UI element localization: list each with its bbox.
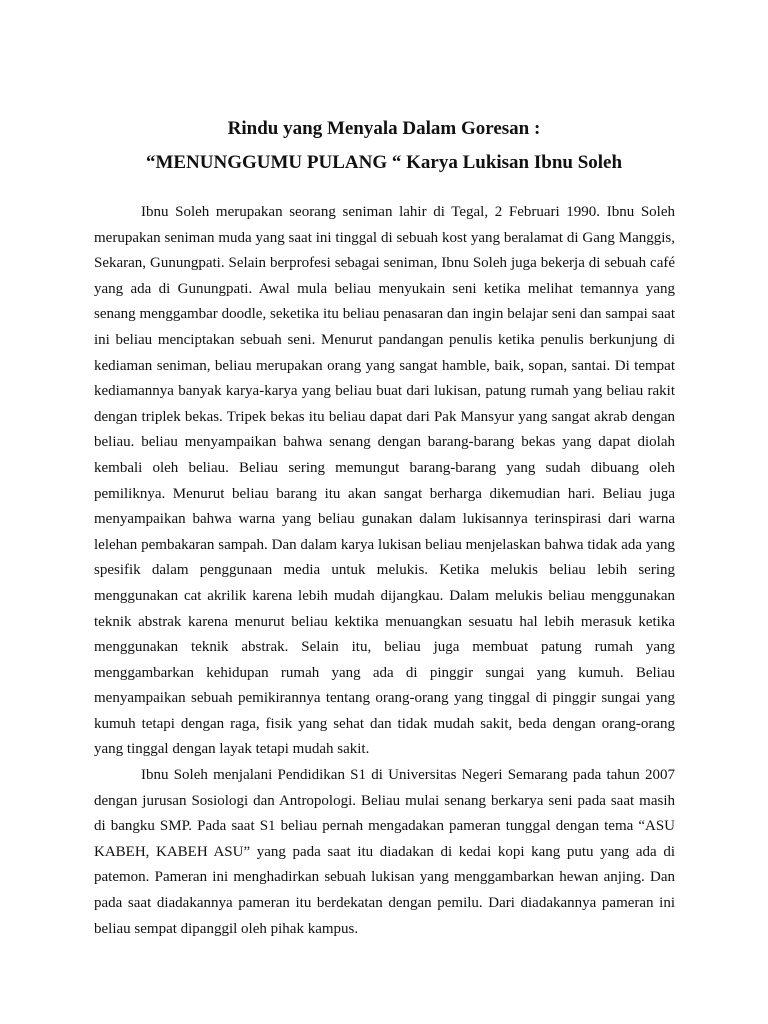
document-body [94, 200, 675, 942]
title-line-2: “MENUNGGUMU PULANG “ Karya Lukisan Ibnu Soleh [145, 152, 623, 173]
document-title [0, 112, 768, 180]
paragraph-1: Ibnu Soleh merupakan seorang seniman lahir di Tegal, 2 Februari 1990. Ibnu Soleh merupakan seniman muda yang saat ini tinggal di sebuah kost yang beralamat di Gang Manggis, Sekaran, Gunungpati. Selain berprofesi sebagai seniman, Ibnu Soleh juga bekerja di sebuah café yang ada di Gunungpati. Awal mula beliau menyukain seni ketika melihat temannya yang senang menggambar doodle, seketika itu beliau penasaran dan ingin belajar seni dan sampai saat ini beliau menciptakan sebuah seni. Menurut pandangan penulis ketika penulis berkunjung di kediaman seniman, beliau merupakan orang yang sangat hamble, baik, sopan, santai. Di tempat kediamannya banyak karya-karya yang beliau buat dari lukisan, patung rumah yang beliau rakit dengan triplek bekas. Tripek bekas itu beliau dapat dari Pak Mansyur yang sangat akrab dengan beliau. beliau menyampaikan bahwa senang dengan barang-barang bekas yang dapat diolah kembali oleh beliau. Beliau sering memungut barang-barang yang sudah dibuang oleh pemiliknya. Menurut beliau barang itu akan sangat berharga dikemudian hari. Beliau juga menyampaikan bahwa warna yang beliau gunakan dalam lukisannya terinspirasi dari warna lelehan pembakaran sampah. Dan dalam karya lukisan beliau menjelaskan bahwa tidak ada yang spesifik dalam penggunaan media untuk melukis. Ketika melukis beliau lebih sering menggunakan cat akrilik karena lebih mudah dijangkau. Dalam melukis beliau menggunakan teknik abstrak karena menurut beliau kektika menuangkan sesuatu hal lebih merasuk ketika menggunakan teknik abstrak. Selain itu, beliau juga membuat patung rumah yang menggambarkan kehidupan rumah yang ada di pinggir sungai yang kumuh. Beliau menyampaikan sebuah pemikirannya tentang orang-orang yang tinggal di pinggir sungai yang kumuh tetapi dengan raga, fisik yang sehat dan tidak mudah sakit, beda dengan orang-orang yang tinggal dengan layak tetapi mudah sakit. [94, 204, 675, 758]
title-line-1: Rindu yang Menyala Dalam Goresan : [227, 118, 541, 139]
paragraph-2: Ibnu Soleh menjalani Pendidikan S1 di Universitas Negeri Semarang pada tahun 2007 dengan jurusan Sosiologi dan Antropologi. Beliau mulai senang berkarya seni pada saat masih di bangku SMP. Pada saat S1 beliau pernah mengadakan pameran tunggal dengan tema “ASU KABEH, KABEH ASU” yang pada saat itu diadakan di kedai kopi kang putu yang ada di patemon. Pameran ini menghadirkan sebuah lukisan yang menggambarkan hewan anjing. Dan pada saat diadakannya pameran itu berdekatan dengan pemilu. Dari diadakannya pameran ini beliau sempat dipanggil oleh pihak kampus. [94, 767, 675, 937]
